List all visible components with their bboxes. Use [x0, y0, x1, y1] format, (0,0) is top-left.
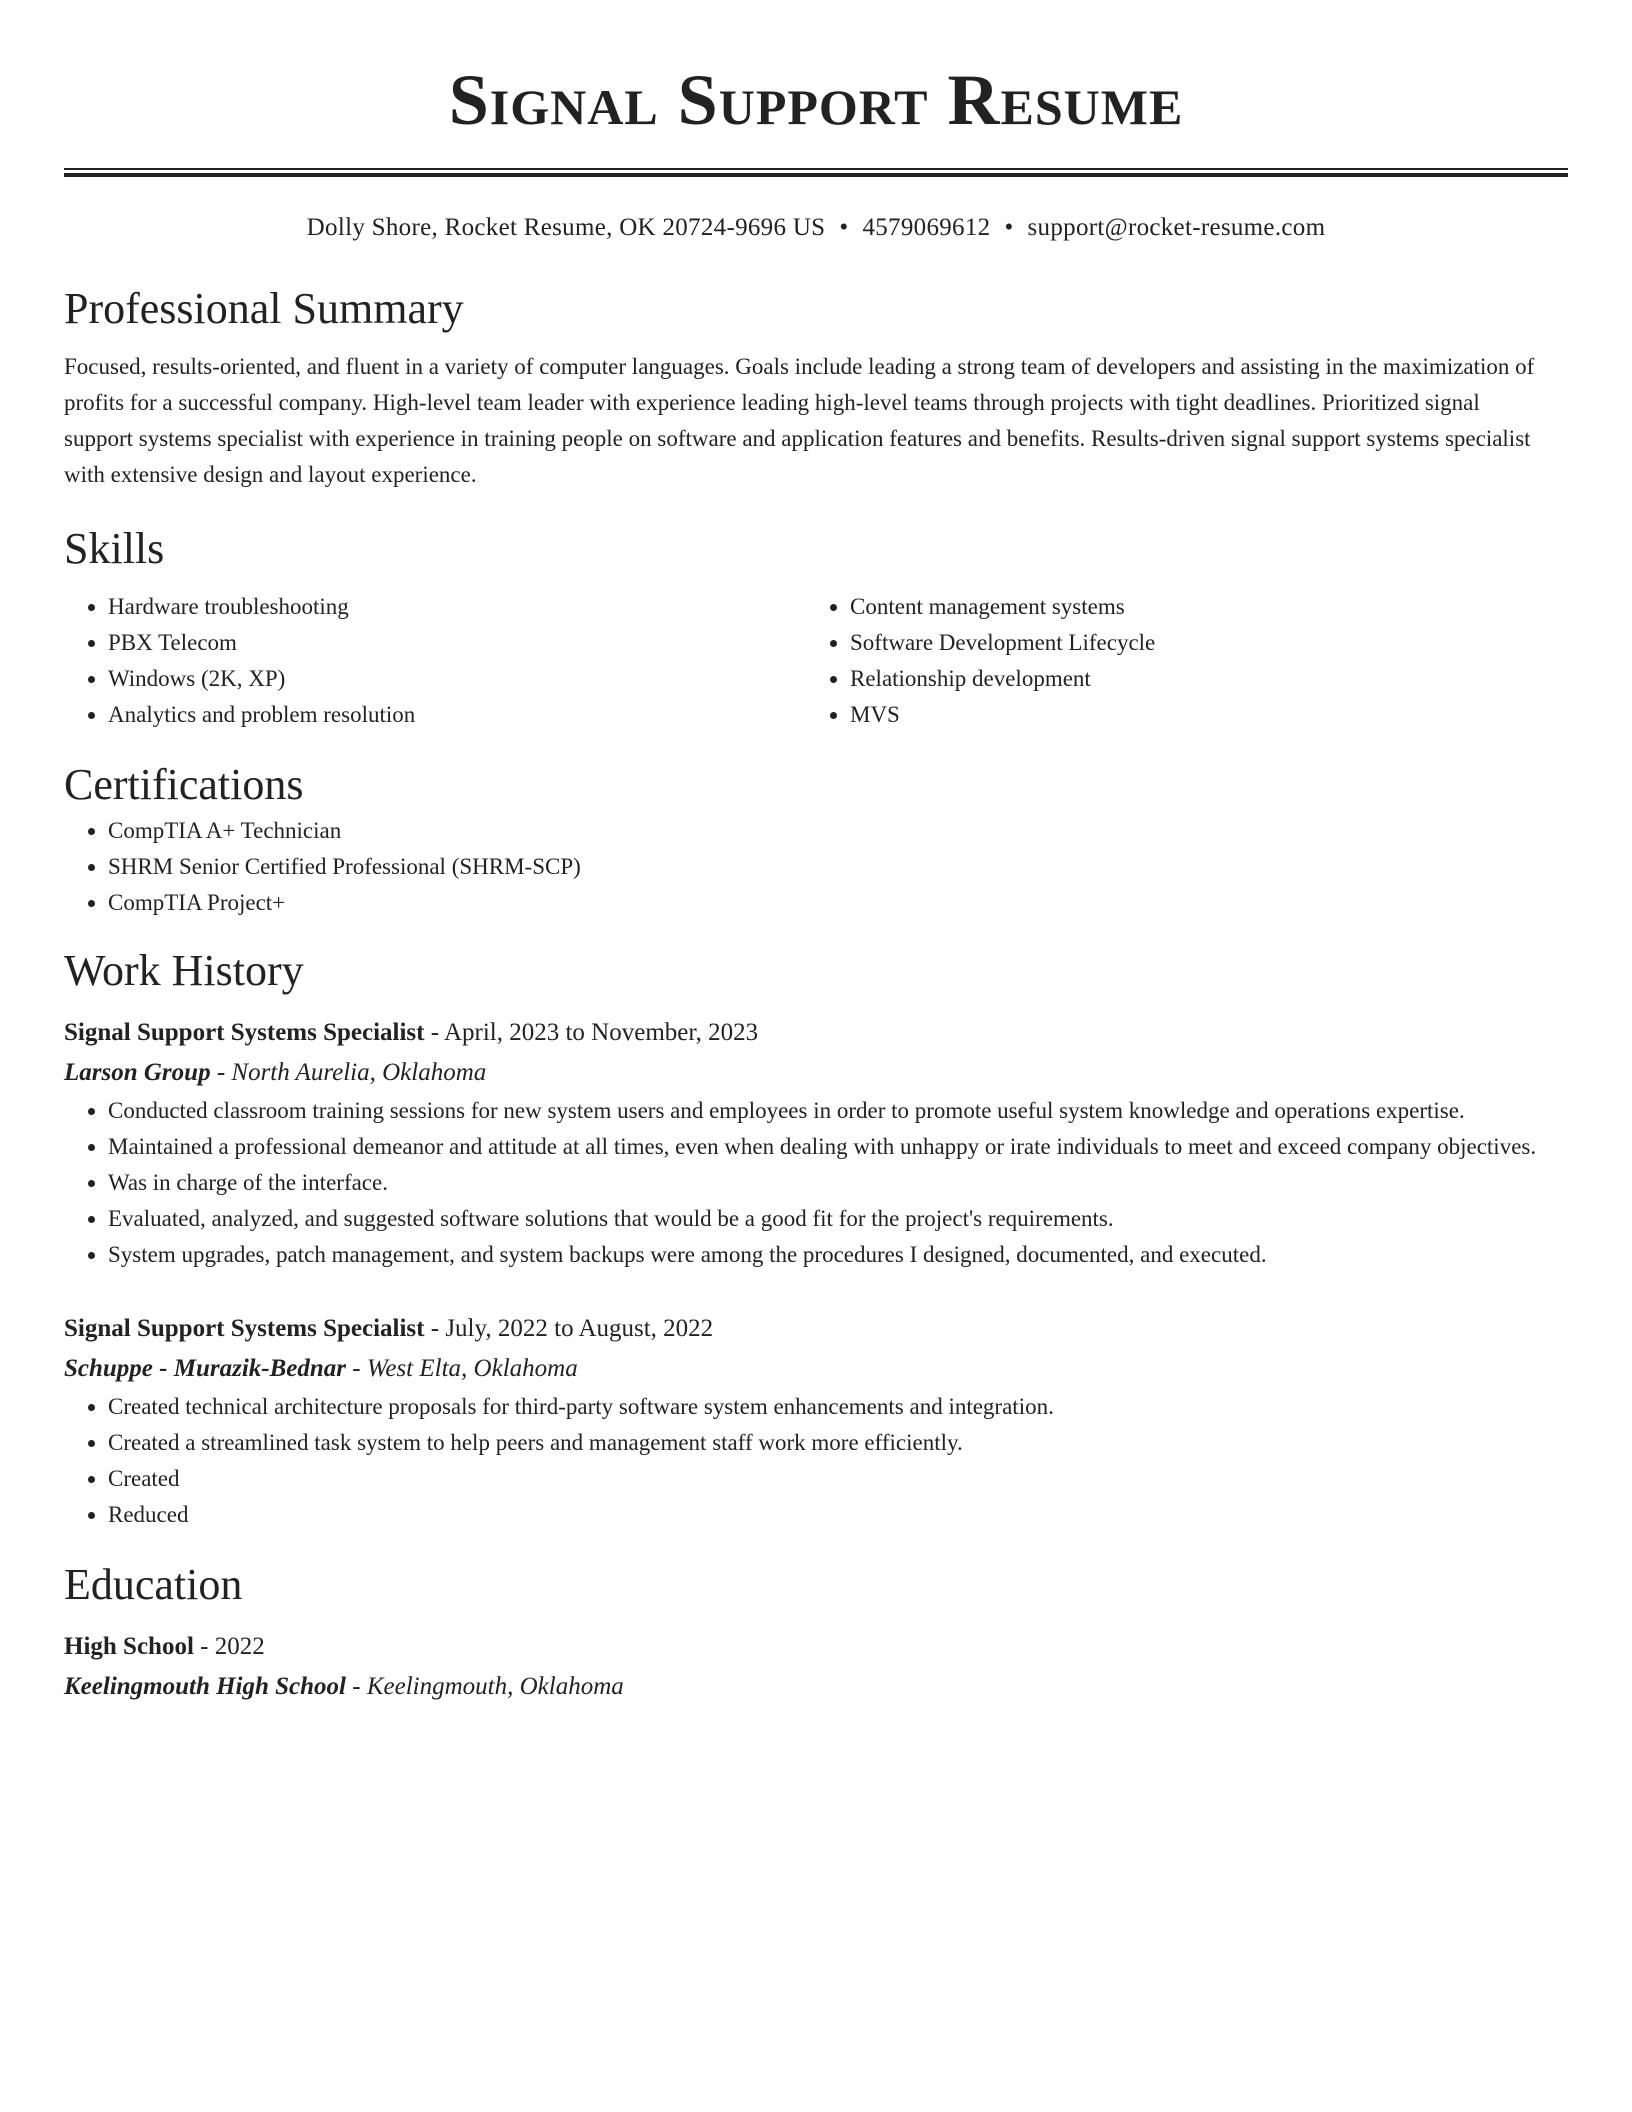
job-bullet: • Created technical architecture proposals for third-party software system enhancements and integration.	[108, 1389, 1568, 1425]
job-entry	[64, 1309, 1568, 1533]
skills-heading: Skills	[64, 524, 165, 573]
resume-title: Signal Support Resume	[448, 60, 1184, 140]
education-degree: High School	[64, 1633, 194, 1660]
job-location: North Aurelia, Oklahoma	[231, 1059, 487, 1086]
certification-item: • CompTIA Project+	[108, 885, 1568, 921]
skill-item: • Analytics and problem resolution	[108, 697, 806, 733]
job-bullet: • Was in charge of the interface.	[108, 1165, 1568, 1201]
job-bullets	[64, 1389, 1568, 1533]
title-double-rule	[64, 168, 1568, 177]
job-company: Schuppe - Murazik-Bednar	[64, 1355, 346, 1382]
job-dash: -	[210, 1059, 232, 1086]
contact-separator: •	[1004, 214, 1014, 241]
certification-item: • CompTIA A+ Technician	[108, 813, 1568, 849]
certifications-list	[64, 813, 1568, 921]
job-bullet: • System upgrades, patch management, and system backups were among the procedures I designed, documented, and executed.	[108, 1237, 1568, 1273]
education-location: Keelingmouth, Oklahoma	[366, 1673, 624, 1700]
job-title-line	[64, 1013, 1568, 1053]
skill-item: • Relationship development	[850, 661, 1568, 697]
job-title-line	[64, 1309, 1568, 1349]
job-location: West Elta, Oklahoma	[366, 1355, 578, 1382]
job-bullet: • Evaluated, analyzed, and suggested software solutions that would be a good fit for the project's requirements.	[108, 1201, 1568, 1237]
education-heading: Education	[64, 1560, 243, 1609]
skills-list-left	[64, 589, 806, 733]
job-bullet: • Maintained a professional demeanor and attitude at all times, even when dealing with unhappy or irate individuals to meet and exceed company objectives.	[108, 1129, 1568, 1165]
skill-item: • PBX Telecom	[108, 625, 806, 661]
skill-item: • MVS	[850, 697, 1568, 733]
job-title: Signal Support Systems Specialist	[64, 1019, 425, 1046]
job-bullet: • Created a streamlined task system to help peers and management staff work more efficiently.	[108, 1425, 1568, 1461]
skill-item: • Windows (2K, XP)	[108, 661, 806, 697]
summary-text: Focused, results-oriented, and fluent in a variety of computer languages. Goals include leading a strong team of developers and assisting in the maximization of profits for a successful company. High-level team leader with experience leading high-level teams through projects with tight deadlines. Prioritized signal support systems specialist with experience in training people on software and application features and benefits. Results-driven signal support systems specialist with extensive design and layout experience.	[64, 354, 1535, 487]
skill-item: • Software Development Lifecycle	[850, 625, 1568, 661]
education-dash: -	[193, 1633, 215, 1660]
education-school: Keelingmouth High School	[64, 1673, 347, 1700]
job-title: Signal Support Systems Specialist	[64, 1315, 425, 1342]
certification-item: • SHRM Senior Certified Professional (SHRM-SCP)	[108, 849, 1568, 885]
contact-phone: 4579069612	[862, 214, 991, 241]
education-entry	[64, 1627, 1568, 1707]
skill-item: • Hardware troubleshooting	[108, 589, 806, 625]
job-dates: July, 2022 to August, 2022	[445, 1315, 714, 1342]
job-bullet: • Reduced	[108, 1497, 1568, 1533]
job-bullets	[64, 1093, 1568, 1273]
skills-grid	[64, 589, 1568, 733]
job-company-line	[64, 1053, 1568, 1093]
contact-separator: •	[839, 214, 849, 241]
job-bullet: • Conducted classroom training sessions for new system users and employees in order to promote useful system knowledge and operations expertise.	[108, 1093, 1568, 1129]
work-history-heading: Work History	[64, 946, 304, 995]
job-dash: -	[346, 1355, 367, 1382]
job-dash: -	[424, 1019, 444, 1046]
contact-email: support@rocket-resume.com	[1027, 214, 1326, 241]
job-bullet: • Created	[108, 1461, 1568, 1497]
contact-line	[64, 211, 1568, 245]
education-year: 2022	[214, 1633, 265, 1660]
education-dash: -	[346, 1673, 367, 1700]
skill-item: • Content management systems	[850, 589, 1568, 625]
certifications-heading: Certifications	[64, 760, 304, 809]
summary-heading: Professional Summary	[64, 284, 464, 333]
job-dates: April, 2023 to November, 2023	[443, 1019, 759, 1046]
job-company-line	[64, 1349, 1568, 1389]
job-company: Larson Group	[64, 1059, 211, 1086]
skills-list-right	[806, 589, 1568, 733]
education-degree-line	[64, 1627, 1568, 1667]
job-entry	[64, 1013, 1568, 1273]
education-school-line	[64, 1667, 1568, 1707]
contact-address: Dolly Shore, Rocket Resume, OK 20724-9696 US	[306, 214, 826, 241]
job-dash: -	[424, 1315, 446, 1342]
